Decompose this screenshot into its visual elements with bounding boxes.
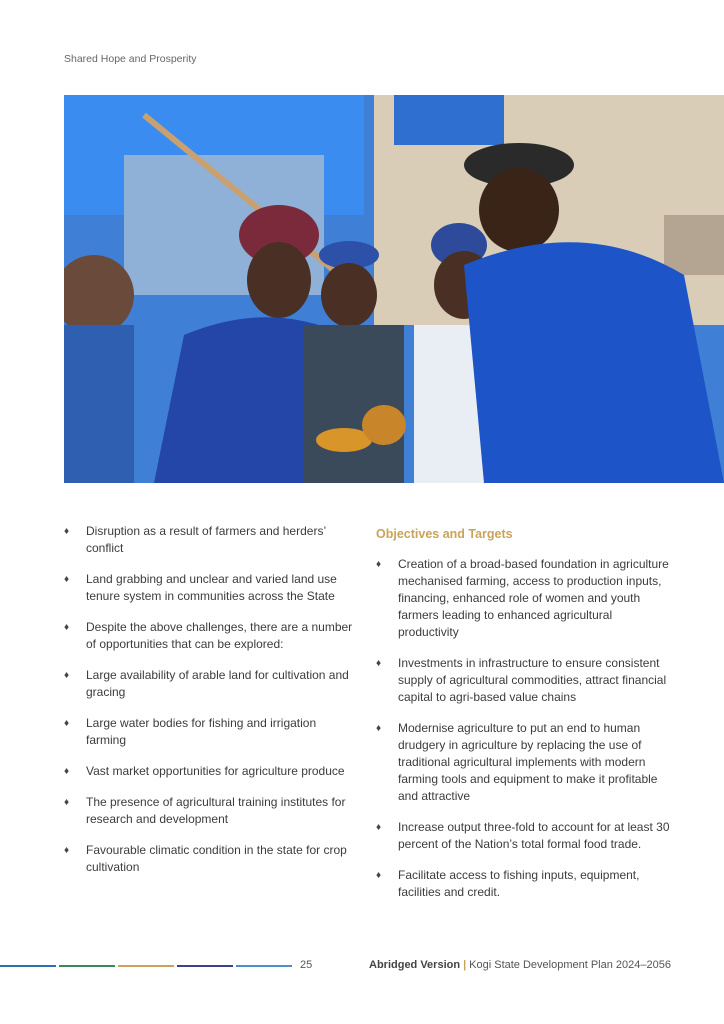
- diamond-bullet-icon: ♦: [376, 723, 382, 734]
- running-head: Shared Hope and Prosperity: [64, 53, 197, 65]
- diamond-bullet-icon: ♦: [64, 718, 70, 729]
- footer-rule: [0, 965, 56, 967]
- footer-title: [369, 959, 671, 971]
- diamond-bullet-icon: ♦: [376, 870, 382, 881]
- list-item: ♦ Increase output three-fold to account for at least 30 percent of the Nation’s total formal food trade.: [376, 820, 670, 851]
- footer-rule: [118, 965, 174, 967]
- hero-photo: [64, 95, 724, 483]
- footer-separator: |: [463, 959, 467, 971]
- diamond-bullet-icon: ♦: [376, 822, 382, 833]
- list-item: ♦ Favourable climatic condition in the state for crop cultivation: [64, 843, 347, 874]
- diamond-bullet-icon: ♦: [64, 766, 70, 777]
- list-item: ♦ Creation of a broad-based foundation in agriculture mechanised farming, access to production inputs, financing, enhanced role of women and youth farmers leading to enhanced agricultural productivity: [376, 557, 669, 639]
- right-column: [376, 523, 676, 915]
- version-label: Abridged Version: [369, 959, 461, 971]
- list-item: ♦ Large water bodies for fishing and irrigation farming: [64, 716, 317, 747]
- diamond-bullet-icon: ♦: [64, 574, 70, 585]
- diamond-bullet-icon: ♦: [64, 670, 70, 681]
- list-item: ♦ Facilitate access to fishing inputs, equipment, facilities and credit.: [376, 868, 640, 899]
- left-column: [64, 523, 354, 890]
- list-item: ♦ The presence of agricultural training institutes for research and development: [64, 795, 346, 826]
- footer-rule: [59, 965, 115, 967]
- list-item: ♦ Investments in infrastructure to ensure consistent supply of agricultural commodities, attract financial capital to agri-based value chains: [376, 656, 667, 704]
- page-footer: [0, 958, 724, 978]
- diamond-bullet-icon: ♦: [64, 845, 70, 856]
- footer-rule: [236, 965, 292, 967]
- footer-rule: [177, 965, 233, 967]
- diamond-bullet-icon: ♦: [64, 622, 70, 633]
- list-item: ♦ Disruption as a result of farmers and herders’ conflict: [64, 524, 326, 555]
- plan-title: Kogi State Development Plan 2024–2056: [469, 959, 671, 971]
- list-item: ♦ Vast market opportunities for agriculture produce: [64, 764, 345, 778]
- list-item: ♦ Despite the above challenges, there are a number of opportunities that can be explored:: [64, 620, 353, 651]
- list-item: ♦ Large availability of arable land for cultivation and gracing: [64, 668, 349, 699]
- page-number: 25: [300, 959, 313, 971]
- diamond-bullet-icon: ♦: [376, 559, 382, 570]
- list-item: ♦ Modernise agriculture to put an end to human drudgery in agriculture by replacing the use of traditional agricultural implements with modern farming tools and equipment to make it profitable and attractive: [376, 721, 658, 803]
- section-title: Objectives and Targets: [376, 527, 513, 541]
- list-item: ♦ Land grabbing and unclear and varied land use tenure system in communities across the State: [64, 572, 337, 603]
- photo-icon: [64, 95, 724, 483]
- diamond-bullet-icon: ♦: [64, 797, 70, 808]
- diamond-bullet-icon: ♦: [64, 526, 70, 537]
- diamond-bullet-icon: ♦: [376, 658, 382, 669]
